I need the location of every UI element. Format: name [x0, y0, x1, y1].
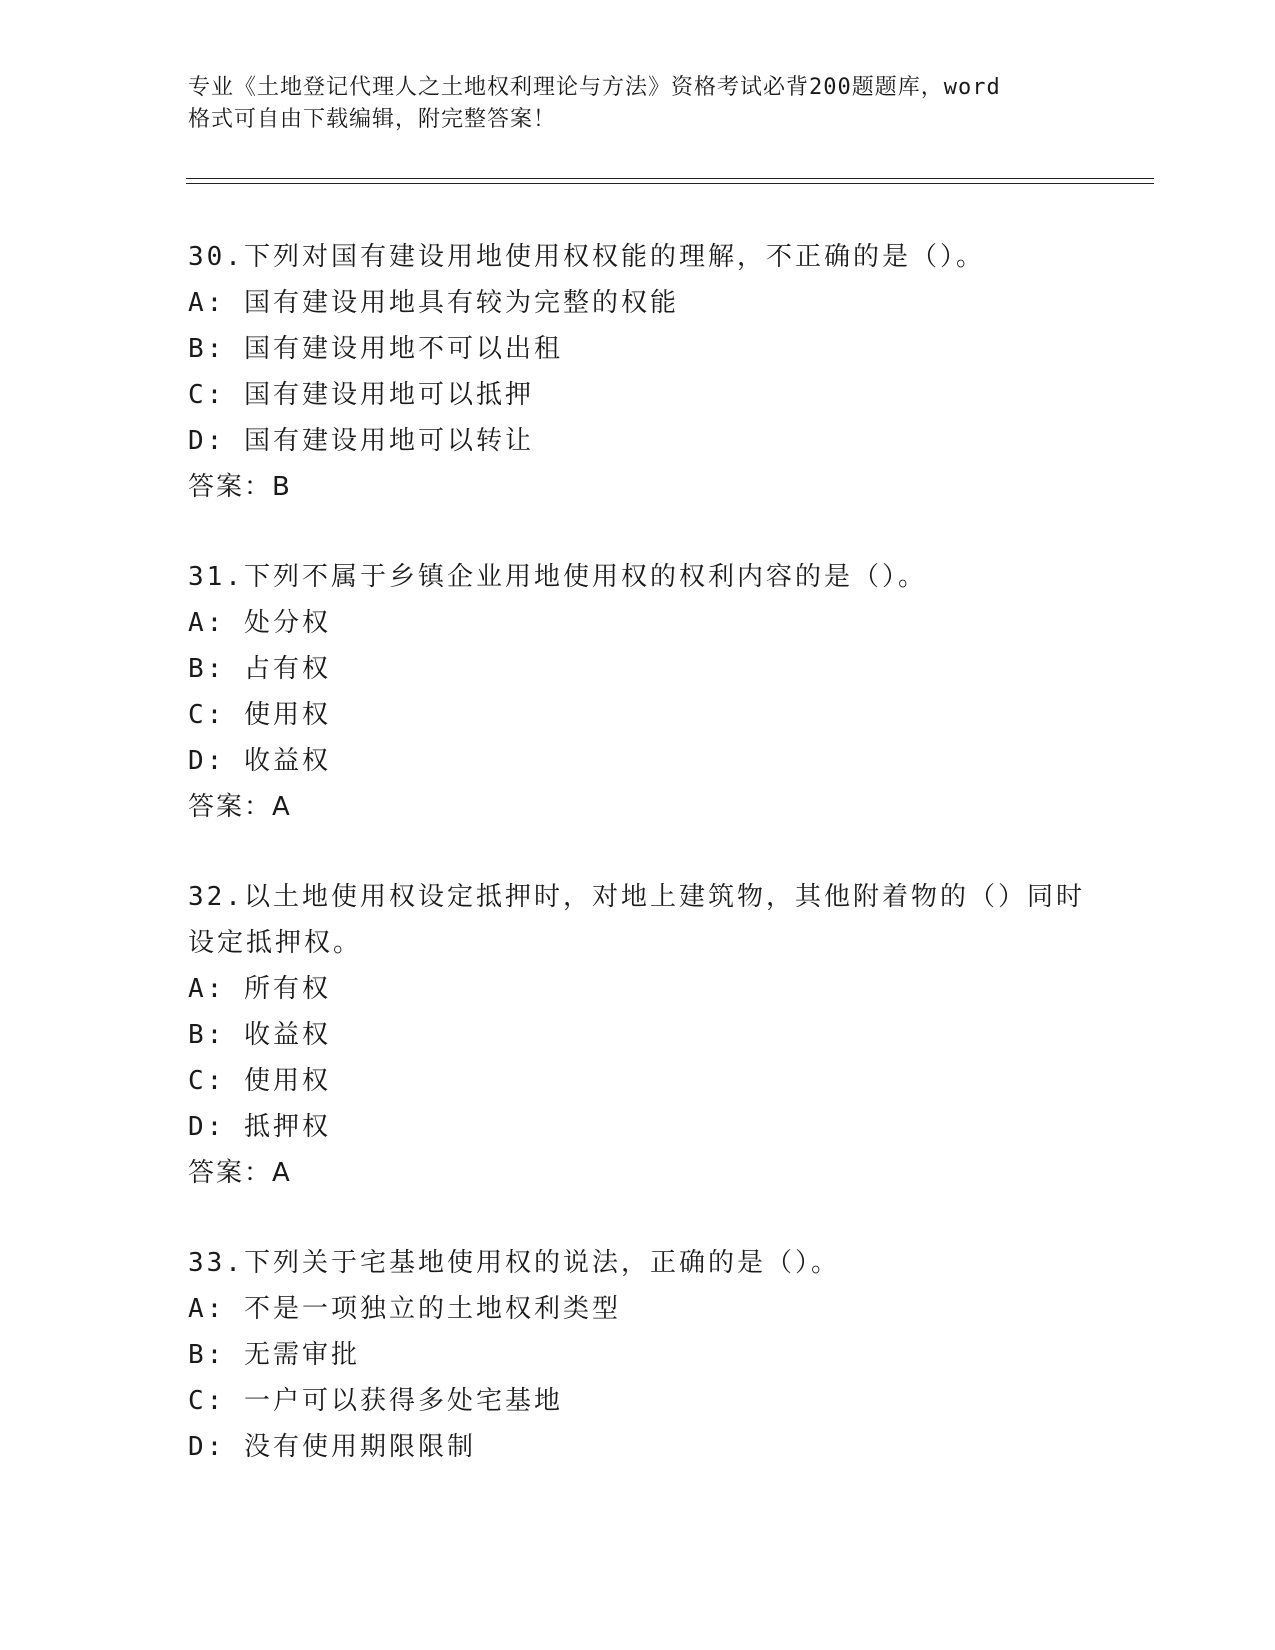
answer-line: 答案：A [188, 792, 292, 822]
option-b: B: 国有建设用地不可以出租 [188, 334, 563, 364]
question-stem: 30.下列对国有建设用地使用权权能的理解，不正确的是（）。 [188, 242, 985, 272]
question-30 [188, 234, 1118, 510]
option-c: C: 一户可以获得多处宅基地 [188, 1386, 563, 1416]
option-a: A: 不是一项独立的土地权利类型 [188, 1294, 621, 1324]
option-d: D: 没有使用期限限制 [188, 1432, 476, 1462]
option-c: C: 使用权 [188, 1066, 331, 1096]
option-b: B: 占有权 [188, 654, 331, 684]
question-32 [188, 874, 1118, 1196]
question-stem-line-1: 32.以土地使用权设定抵押时，对地上建筑物，其他附着物的（）同时 [188, 882, 1085, 912]
option-a: A: 国有建设用地具有较为完整的权能 [188, 288, 679, 318]
answer-line: 答案：A [188, 1158, 292, 1188]
header-line-2: 格式可自由下载编辑，附完整答案！ [188, 107, 557, 132]
option-c: C: 国有建设用地可以抵押 [188, 380, 534, 410]
header-divider-top [186, 178, 1154, 179]
option-a: A: 所有权 [188, 974, 331, 1004]
option-c: C: 使用权 [188, 700, 331, 730]
question-33 [188, 1240, 1118, 1470]
option-b: B: 收益权 [188, 1020, 331, 1050]
header-line-1: 专业《土地登记代理人之土地权利理论与方法》资格考试必背200题题库，word [188, 75, 1001, 100]
answer-line: 答案：B [188, 472, 292, 502]
document-header [188, 72, 1088, 136]
option-a: A: 处分权 [188, 608, 331, 638]
option-d: D: 国有建设用地可以转让 [188, 426, 534, 456]
question-stem: 31.下列不属于乡镇企业用地使用权的权利内容的是（）。 [188, 562, 927, 592]
question-stem-line-2: 设定抵押权。 [188, 928, 363, 958]
option-b: B: 无需审批 [188, 1340, 360, 1370]
question-31 [188, 554, 1118, 830]
question-stem: 33.下列关于宅基地使用权的说法，正确的是（）。 [188, 1248, 840, 1278]
header-divider-bottom [186, 183, 1154, 184]
option-d: D: 收益权 [188, 746, 331, 776]
option-d: D: 抵押权 [188, 1112, 331, 1142]
